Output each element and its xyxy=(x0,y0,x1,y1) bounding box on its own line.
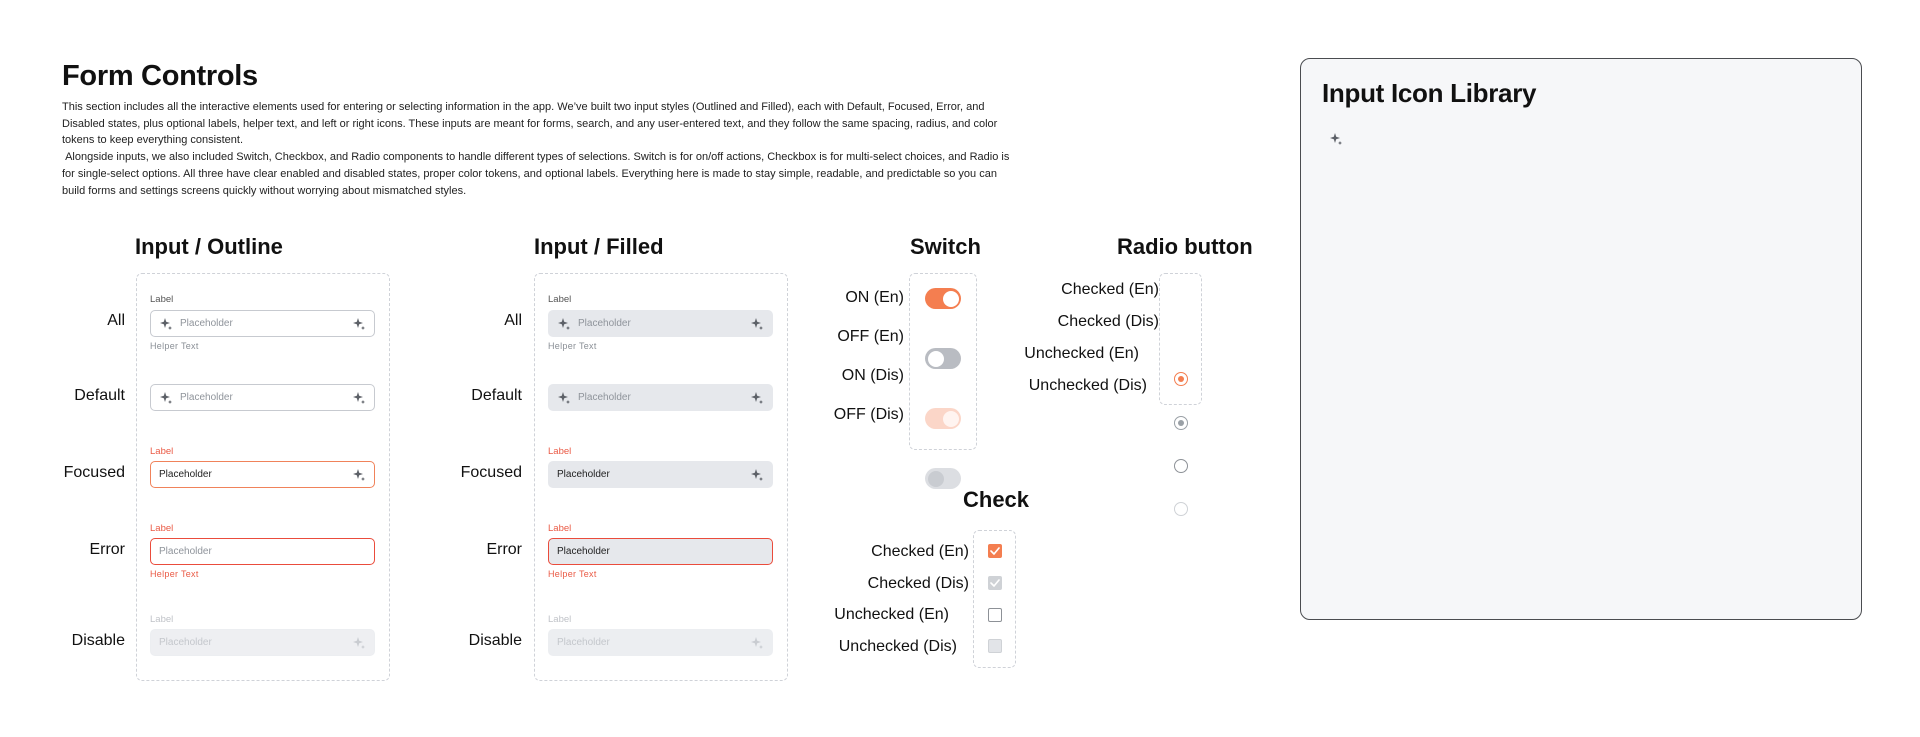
outline-row-label-focused: Focused xyxy=(63,464,125,481)
checkbox-checked-disabled xyxy=(988,576,1002,590)
icon-library-panel xyxy=(1300,58,1862,620)
filled-row-label-disable: Disable xyxy=(468,632,522,649)
radio-label-unchecked-en: Unchecked (En) xyxy=(1024,345,1139,362)
sparkle-icon[interactable] xyxy=(750,317,764,331)
placeholder-text: Placeholder xyxy=(557,469,610,480)
filled-disabled-input xyxy=(548,629,773,656)
outline-error-label: Label xyxy=(150,523,174,534)
filled-disabled-label: Label xyxy=(548,614,572,625)
switch-section-title: Switch xyxy=(910,234,981,259)
outline-section-title: Input / Outline xyxy=(135,234,283,259)
filled-default-input[interactable] xyxy=(548,384,773,411)
sparkle-icon xyxy=(352,636,366,650)
outline-all-label: Label xyxy=(150,294,174,305)
placeholder-text: Placeholder xyxy=(557,546,610,557)
page-description xyxy=(62,99,1012,199)
placeholder-text: Placeholder xyxy=(180,392,233,403)
filled-all-helper: Helper Text xyxy=(548,341,597,351)
filled-focused-input[interactable] xyxy=(548,461,773,488)
outline-disabled-input xyxy=(150,629,375,656)
placeholder-text: Placeholder xyxy=(557,637,610,648)
outline-row-label-error: Error xyxy=(89,541,125,558)
filled-all-label: Label xyxy=(548,294,572,305)
filled-row-label-error: Error xyxy=(486,541,522,558)
outline-focused-label: Label xyxy=(150,446,174,457)
sparkle-icon xyxy=(159,317,173,331)
switch-knob xyxy=(943,291,959,307)
radio-unchecked-enabled[interactable] xyxy=(1174,459,1188,473)
check-section-title: Check xyxy=(963,487,1030,512)
filled-section-title: Input / Filled xyxy=(534,234,664,259)
checkbox-unchecked-disabled xyxy=(988,639,1002,653)
outline-row-label-all: All xyxy=(107,312,125,329)
outline-row-label-disable: Disable xyxy=(71,632,125,649)
outline-all-input[interactable] xyxy=(150,310,375,337)
outline-disabled-label: Label xyxy=(150,614,174,625)
sparkle-icon[interactable] xyxy=(352,468,366,482)
radio-unchecked-disabled xyxy=(1174,502,1188,516)
sparkle-icon xyxy=(159,391,173,405)
sparkle-icon[interactable] xyxy=(750,391,764,405)
sparkle-icon[interactable] xyxy=(750,468,764,482)
filled-row-label-default: Default xyxy=(471,387,522,404)
placeholder-text: Placeholder xyxy=(159,469,212,480)
outline-all-helper: Helper Text xyxy=(150,341,199,351)
check-label-checked-en: Checked (En) xyxy=(871,543,969,560)
switch-label-on-en: ON (En) xyxy=(845,289,904,306)
sparkle-icon[interactable] xyxy=(352,317,366,331)
placeholder-text: Placeholder xyxy=(578,318,631,329)
radio-label-unchecked-dis: Unchecked (Dis) xyxy=(1028,377,1147,394)
switch-label-on-dis: ON (Dis) xyxy=(841,367,904,384)
radio-section-title: Radio button xyxy=(1117,234,1253,259)
filled-row-label-focused: Focused xyxy=(460,464,522,481)
radio-checked-disabled xyxy=(1174,416,1188,430)
radio-label-checked-dis: Checked (Dis) xyxy=(1057,313,1159,330)
description-paragraph-1: This section includes all the interactive elements used for entering or selecting information in the app. We’ve built two input styles (Outlined and Filled), each with Default, Focused, Error, and Disabled states, plus optional labels, helper text, and left or right icons. These inputs are meant for forms, search, and any user-entered text, and they follow the same spacing, radius, and color tokens to keep everything consistent. xyxy=(62,101,998,147)
outline-error-helper: Helper Text xyxy=(150,569,199,579)
page-title: Form Controls xyxy=(62,60,258,92)
switch-on-disabled xyxy=(925,408,961,429)
sparkle-icon[interactable] xyxy=(352,391,366,405)
check-mark-icon xyxy=(990,547,1000,555)
check-mark-icon xyxy=(990,579,1000,587)
filled-error-input[interactable] xyxy=(548,538,773,565)
checkbox-unchecked-enabled[interactable] xyxy=(988,608,1002,622)
filled-row-label-all: All xyxy=(504,312,522,329)
sparkle-icon xyxy=(1329,132,1345,148)
sparkle-icon xyxy=(750,636,764,650)
switch-knob xyxy=(943,411,959,427)
switch-knob xyxy=(928,471,944,487)
library-sparkle-icon[interactable] xyxy=(1329,132,1345,148)
description-paragraph-2: Alongside inputs, we also included Switch, Checkbox, and Radio components to handle different types of selections. Switch is for on/off actions, Checkbox is for multi-select choices, and Radio is for single-select options. All three have clear enabled and disabled states, proper color tokens, and optional labels. Everything here is made to stay simple, readable, and predictable so you can build forms and settings screens quickly without worrying about mismatched styles. xyxy=(62,151,1010,197)
filled-all-input[interactable] xyxy=(548,310,773,337)
placeholder-text: Placeholder xyxy=(159,546,212,557)
placeholder-text: Placeholder xyxy=(578,392,631,403)
placeholder-text: Placeholder xyxy=(159,637,212,648)
outline-default-input[interactable] xyxy=(150,384,375,411)
sparkle-icon xyxy=(557,317,571,331)
filled-error-label: Label xyxy=(548,523,572,534)
check-label-unchecked-en: Unchecked (En) xyxy=(834,606,949,623)
switch-label-off-en: OFF (En) xyxy=(837,328,904,345)
outline-row-label-default: Default xyxy=(74,387,125,404)
check-label-unchecked-dis: Unchecked (Dis) xyxy=(838,638,957,655)
icon-library-title: Input Icon Library xyxy=(1322,78,1537,108)
check-label-checked-dis: Checked (Dis) xyxy=(867,575,969,592)
sparkle-icon xyxy=(557,391,571,405)
filled-focused-label: Label xyxy=(548,446,572,457)
radio-checked-enabled[interactable] xyxy=(1174,372,1188,386)
switch-on-enabled[interactable] xyxy=(925,288,961,309)
placeholder-text: Placeholder xyxy=(180,318,233,329)
switch-off-disabled xyxy=(925,468,961,489)
outline-error-input[interactable] xyxy=(150,538,375,565)
outline-focused-input[interactable] xyxy=(150,461,375,488)
checkbox-checked-enabled[interactable] xyxy=(988,544,1002,558)
switch-off-enabled[interactable] xyxy=(925,348,961,369)
filled-error-helper: Helper Text xyxy=(548,569,597,579)
switch-knob xyxy=(928,351,944,367)
radio-label-checked-en: Checked (En) xyxy=(1061,281,1159,298)
switch-label-off-dis: OFF (Dis) xyxy=(833,406,904,423)
